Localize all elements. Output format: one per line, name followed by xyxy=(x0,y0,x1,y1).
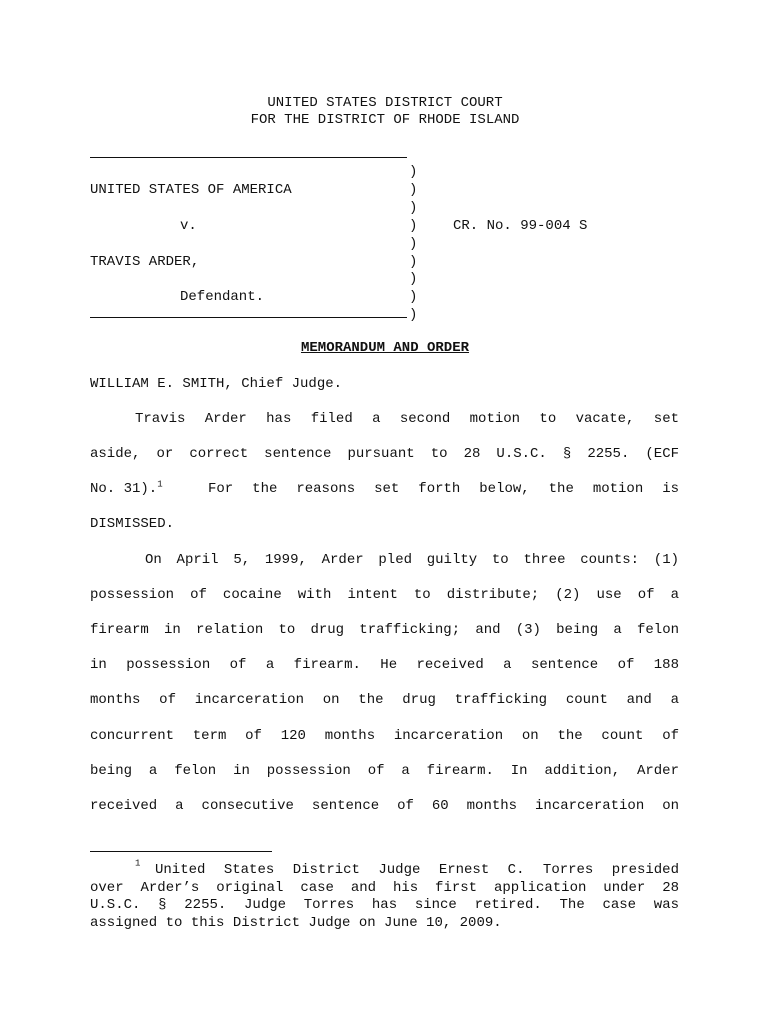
footnote-separator xyxy=(90,851,272,852)
body-line: possession of cocaine with intent to distribute; (2) use of a xyxy=(90,587,679,603)
caption-bottom-rule xyxy=(90,317,407,318)
caption-defendant-role: Defendant. xyxy=(180,289,265,305)
court-district: FOR THE DISTRICT OF RHODE ISLAND xyxy=(250,112,520,128)
body-line: concurrent term of 120 months incarceration on the count of xyxy=(90,728,679,744)
caption-plaintiff: UNITED STATES OF AMERICA xyxy=(90,182,292,198)
footnote-ref[interactable]: 1 xyxy=(157,479,163,490)
footnote-line: assigned to this District Judge on June 10, 2009. xyxy=(90,915,502,931)
body-line: in possession of a firearm. He received a sentence of 188 xyxy=(90,657,679,673)
caption-top-rule xyxy=(90,157,407,158)
body-line: months of incarceration on the drug trafficking count and a xyxy=(90,692,679,708)
caption-paren: ) xyxy=(409,182,418,198)
caption-paren: ) xyxy=(409,289,418,305)
caption-paren: ) xyxy=(409,200,418,216)
footnote-marker: 1 xyxy=(135,858,141,869)
caption-versus: v. xyxy=(180,218,197,234)
caption-paren: ) xyxy=(409,271,418,287)
caption-paren: ) xyxy=(409,254,418,270)
footnote-line: over Arder’s original case and his first application under 28 xyxy=(90,880,679,896)
body-line: firearm in relation to drug trafficking; and (3) being a felon xyxy=(90,622,679,638)
footnote-line: U.S.C. § 2255. Judge Torres has since retired. The case was xyxy=(90,897,679,913)
body-line: Travis Arder has filed a second motion to vacate, set xyxy=(135,411,679,427)
caption-paren: ) xyxy=(409,307,418,323)
body-line: DISMISSED. xyxy=(90,516,175,532)
case-number: CR. No. 99-004 S xyxy=(453,218,588,234)
caption-paren: ) xyxy=(409,164,418,180)
body-line: received a consecutive sentence of 60 months incarceration on xyxy=(90,798,679,814)
caption-paren: ) xyxy=(409,236,418,252)
body-line: aside, or correct sentence pursuant to 28 U.S.C. § 2255. (ECF xyxy=(90,446,679,462)
caption-defendant-name: TRAVIS ARDER, xyxy=(90,254,200,270)
court-name: UNITED STATES DISTRICT COURT xyxy=(267,95,503,111)
caption-paren: ) xyxy=(409,218,418,234)
body-line: being a felon in possession of a firearm. In addition, Arder xyxy=(90,763,679,779)
document-title: MEMORANDUM AND ORDER xyxy=(300,340,470,356)
body-line: For the reasons set forth below, the motion is xyxy=(208,481,679,497)
footnote-line: United States District Judge Ernest C. Torres presided xyxy=(155,862,679,878)
body-line-start: No. 31).$^1$ xyxy=(90,479,163,497)
judge-line: WILLIAM E. SMITH, Chief Judge. xyxy=(90,376,343,392)
body-line: On April 5, 1999, Arder pled guilty to three counts: (1) xyxy=(145,552,679,568)
